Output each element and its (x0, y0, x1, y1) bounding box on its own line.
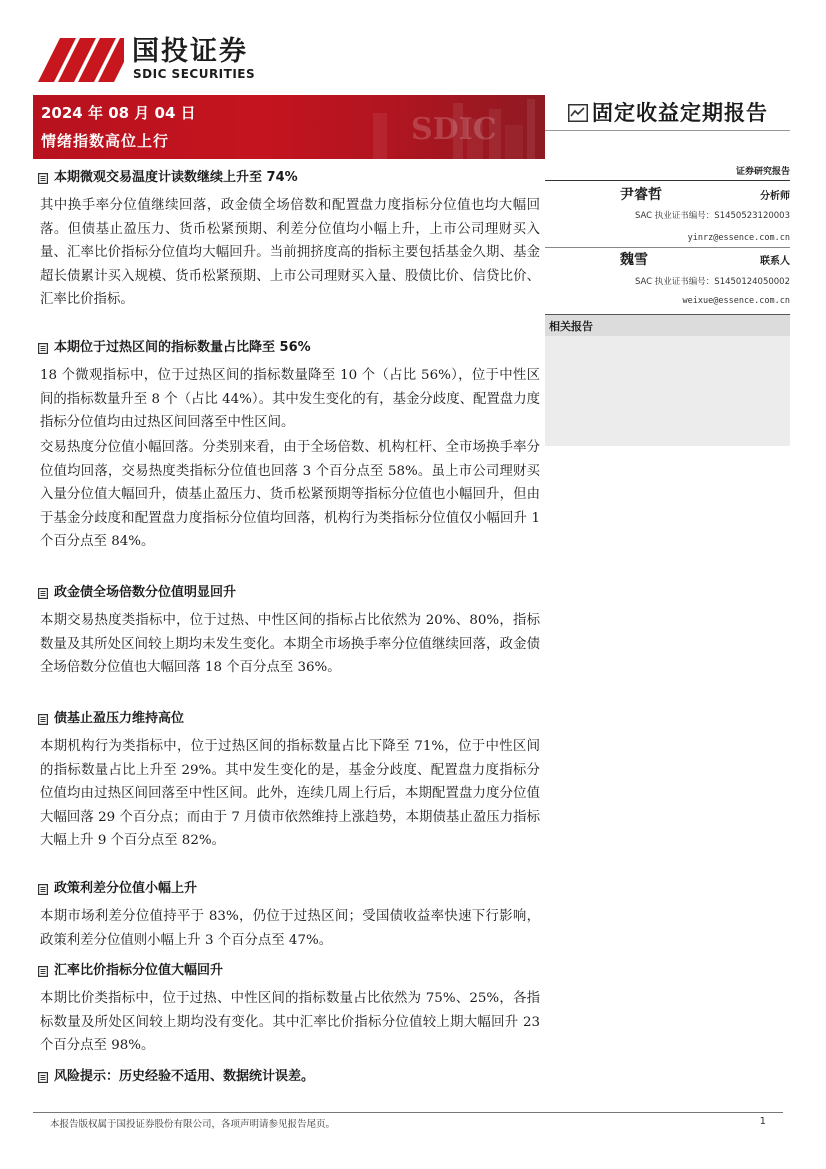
banner-skyline-decoration (333, 95, 545, 159)
section-heading (36, 582, 536, 604)
document-icon (38, 966, 48, 977)
section-heading (36, 960, 536, 982)
report-title: 情绪指数高位上行 (41, 132, 170, 150)
divider (545, 180, 790, 181)
analyst-sac-number: SAC 执业证书编号：S1450523120003 (634, 211, 790, 221)
logo-stripes-icon (38, 38, 124, 82)
paragraph: 18 个微观指标中，位于过热区间的指标数量降至 10 个（占比 56%），位于中性区间的指标数量升至 8 个（占比 44%）。其中发生变化的有，基金分歧度、配置盘力度指标分位值均由过热区间回落至中性区间。 (40, 368, 540, 431)
section-heading-text: 政策利差分位值小幅上升 (54, 881, 198, 896)
section-heading-text: 债基止盈压力维持高位 (54, 711, 185, 726)
analyst-email[interactable]: yinrz@essence.com.cn (687, 233, 790, 243)
section-heading-text: 本期微观交易温度计读数继续上升至 74% (54, 170, 298, 185)
divider (545, 130, 790, 131)
report-type-label: 固定收益定期报告 (592, 100, 768, 125)
document-icon (38, 884, 48, 895)
logo-name-cn: 国投证券 (132, 36, 248, 67)
section-heading (36, 167, 536, 189)
paragraph: 本期机构行为类指标中，位于过热区间的指标数量占比下降至 71%，位于中性区间的指标数量占比上升至 29%。其中发生变化的是，基金分歧度、配置盘力度指标分位值均由过热区间回落至中性区间。此外，连续几周上行后，本期配置盘力度分位值大幅回落 29 个百分点；而由于 7 月债市依然维持上涨趋势，本期债基止盈压力指标大幅上升 9 个百分点至 82%。 (40, 739, 540, 849)
document-icon (38, 173, 48, 184)
risk-warning (36, 1066, 536, 1088)
report-category: 证券研究报告 (735, 167, 790, 177)
paragraph: 本期市场利差分位值持平于 83%，仍位于过热区间；受国债收益率快速下行影响，政策利差分位值则小幅上升 3 个百分点至 47%。 (40, 909, 540, 948)
report-date: 2024 年 08 月 04 日 (41, 104, 196, 122)
analyst-role: 分析师 (760, 191, 790, 202)
divider (545, 247, 790, 248)
banner-watermark: SDIC (411, 112, 497, 147)
header-banner (33, 95, 545, 159)
risk-warning-text: 风险提示：历史经验不适用、数据统计误差。 (54, 1069, 315, 1084)
paragraph: 其中换手率分位值继续回落，政金债全场倍数和配置盘力度指标分位值也均大幅回落。但债基止盈压力、货币松紧预期、利差分位值均小幅上升，上市公司理财买入量、汇率比价指标分位值均大幅回升。当前拥挤度高的指标主要包括基金久期、基金超长债累计买入规模、货币松紧预期、上市公司理财买入量、股债比价、信贷比价、汇率比价指标。 (40, 198, 540, 308)
document-icon (38, 714, 48, 725)
analyst-name: 尹睿哲 (620, 187, 662, 203)
company-logo (38, 36, 268, 86)
page-number: 1 (759, 1116, 766, 1127)
related-reports-header (545, 314, 790, 336)
section-heading (36, 878, 536, 900)
section-heading-text: 政金债全场倍数分位值明显回升 (54, 585, 237, 600)
line-chart-icon (568, 104, 588, 122)
paragraph: 本期比价类指标中，位于过热、中性区间的指标数量占比依然为 75%、25%，各指标数量及所处区间较上期均没有变化。其中汇率比价指标分位值较上期大幅回升 23 个百分点至 98%。 (40, 991, 540, 1054)
document-icon (38, 588, 48, 599)
related-reports-title: 相关报告 (549, 320, 593, 333)
section-heading (36, 337, 536, 359)
section-heading-text: 本期位于过热区间的指标数量占比降至 56% (54, 340, 311, 355)
footer-divider (33, 1112, 783, 1113)
related-reports-panel (545, 314, 790, 446)
document-icon (38, 1072, 48, 1083)
analyst-sac-number: SAC 执业证书编号：S1450124050002 (634, 277, 790, 287)
analyst-name: 魏雪 (620, 252, 648, 268)
paragraph: 本期交易热度类指标中，位于过热、中性区间的指标占比依然为 20%、80%，指标数量及其所处区间较上期均未发生变化。本期全市场换手率分位值继续回落，政金债全场倍数分位值也大幅回落 18 个百分点至 36%。 (40, 613, 540, 676)
section-heading (36, 708, 536, 730)
section-heading-text: 汇率比价指标分位值大幅回升 (54, 963, 224, 978)
logo-name-en: SDIC SECURITIES (133, 67, 256, 81)
paragraph: 交易热度分位值小幅回落。分类别来看，由于全场倍数、机构杠杆、全市场换手率分位值均回落，交易热度类指标分位值也回落 3 个百分点至 58%。虽上市公司理财买入量分位值大幅回升，债基止盈压力、货币松紧预期等指标分位值也小幅回升，但由于基金分歧度和配置盘力度指标分位值均回落，机构行为类指标分位值仅小幅回升 1 个百分点至 84%。 (40, 440, 540, 550)
analyst-email[interactable]: weixue@essence.com.cn (682, 296, 790, 306)
analyst-role: 联系人 (760, 256, 790, 267)
footer-disclaimer: 本报告版权属于国投证券股份有限公司，各项声明请参见报告尾页。 (50, 1119, 336, 1130)
document-icon (38, 343, 48, 354)
